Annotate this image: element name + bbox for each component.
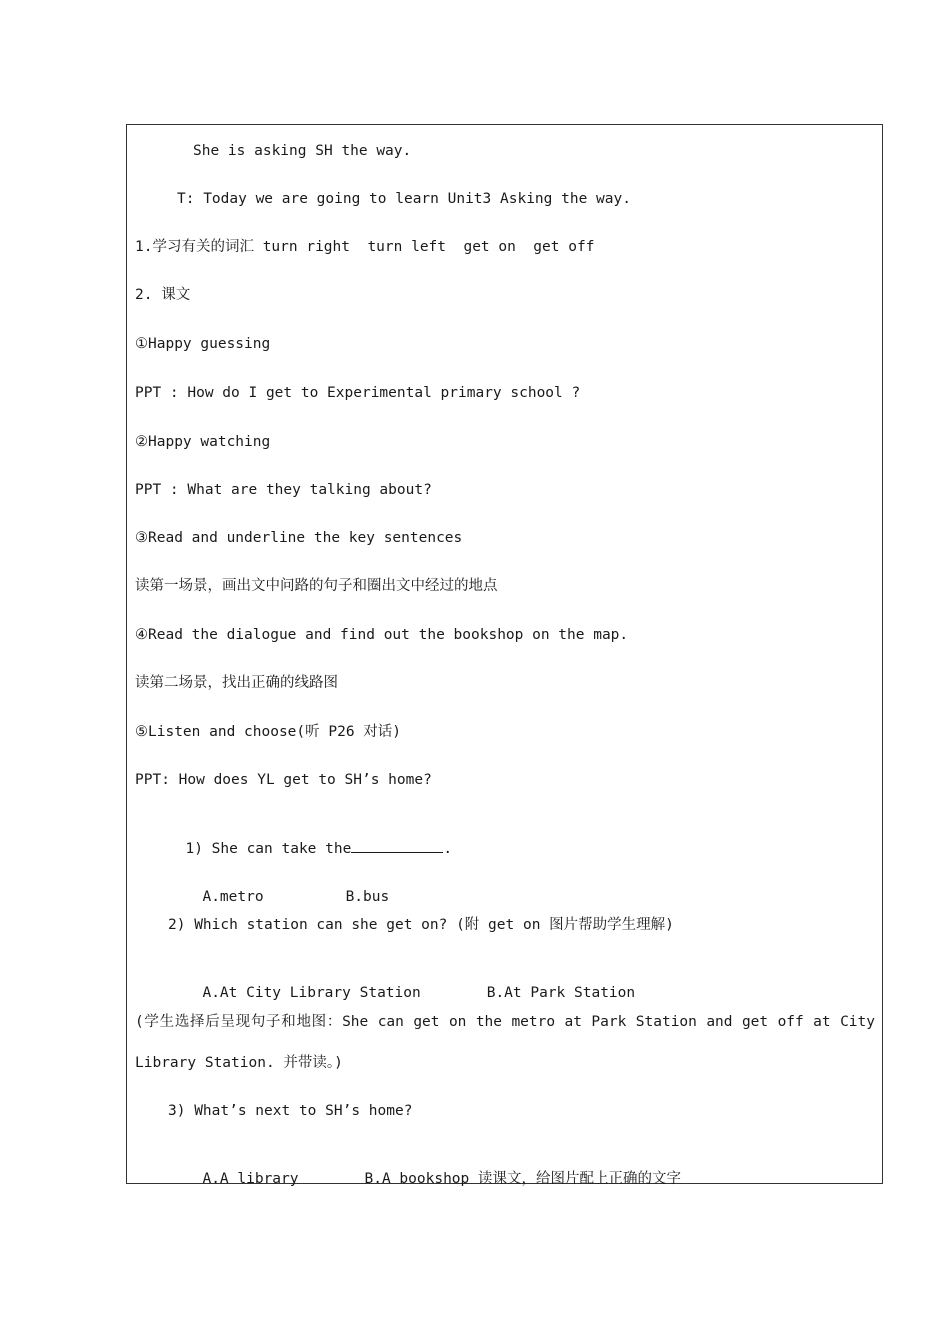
text-line: (学生选择后呈现句子和地图：She can get on the metro at Park Station and get off at City xyxy=(135,1014,875,1030)
text-line: 1.学习有关的词汇 turn right turn left get on get off xyxy=(135,239,595,255)
text-line: ③Read and underline the key sentences xyxy=(135,530,463,546)
text-line: ④Read the dialogue and find out the bookshop on the map. xyxy=(135,627,629,643)
text-line: PPT : What are they talking about? xyxy=(135,482,432,498)
option-b: B.A bookshop 读课文，给图片配上正确的文字 xyxy=(364,1171,681,1187)
option-a: A.A library xyxy=(202,1171,299,1187)
option-a: A.At City Library Station xyxy=(202,985,421,1001)
text-line: 读第二场景，找出正确的线路图 xyxy=(135,675,338,691)
question-1 xyxy=(168,818,452,859)
question-1-text: 1) She can take the xyxy=(185,841,352,857)
question-3-options xyxy=(185,1149,681,1189)
text-line: ①Happy guessing xyxy=(135,336,271,352)
text-line: 读第一场景，画出文中问路的句子和圈出文中经过的地点 xyxy=(135,578,498,594)
text-line: She is asking SH the way. xyxy=(193,143,412,159)
option-b: B.bus xyxy=(345,889,390,905)
question-2: 2) Which station can she get on? (附 get on 图片帮助学生理解) xyxy=(168,917,674,933)
text-line: PPT : How do I get to Experimental primary school ? xyxy=(135,385,581,401)
question-1-options xyxy=(185,867,389,907)
text-line: ②Happy watching xyxy=(135,434,271,450)
question-2-options xyxy=(185,963,635,1003)
text-line: T: Today we are going to learn Unit3 Asking the way. xyxy=(177,191,631,207)
text-line: ⑤Listen and choose(听 P26 对话) xyxy=(135,724,402,740)
answer-blank xyxy=(351,838,443,853)
question-3: 3) What’s next to SH’s home? xyxy=(168,1103,413,1119)
section-heading: 2. 课文 xyxy=(135,287,191,303)
option-b: B.At Park Station xyxy=(486,985,636,1001)
question-1-end: . xyxy=(443,841,453,857)
option-a: A.metro xyxy=(202,889,264,905)
text-line: Library Station. 并带读。) xyxy=(135,1055,343,1071)
text-line: PPT: How does YL get to SH’s home? xyxy=(135,772,432,788)
